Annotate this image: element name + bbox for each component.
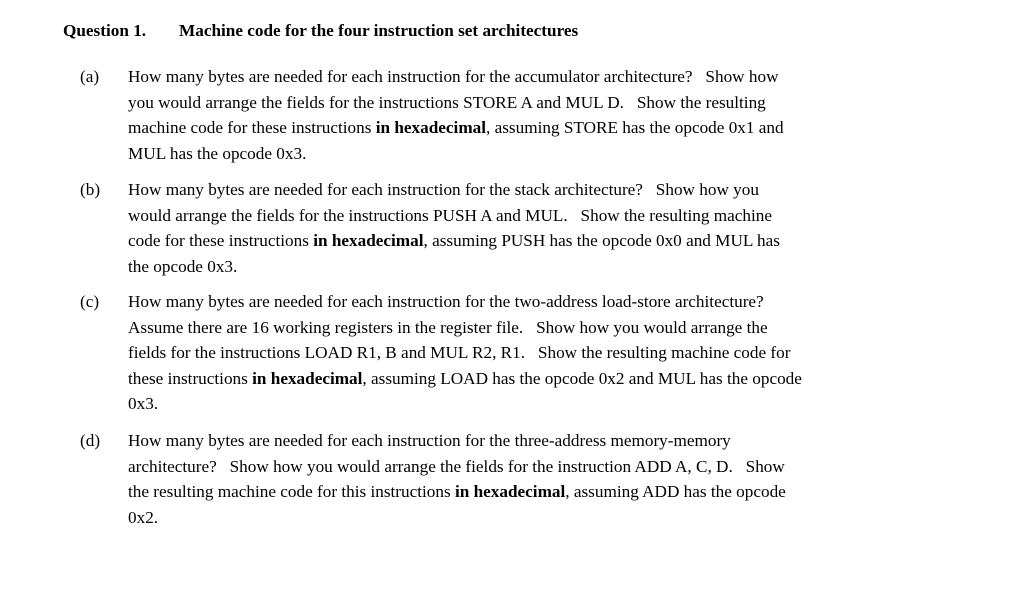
question-heading: [63, 21, 578, 41]
text-segment: , assuming LOAD has the opcode 0x2 and MUL has the opcode: [362, 368, 802, 388]
text-segment: MUL has the opcode 0x3.: [128, 143, 307, 163]
text-segment: the opcode 0x3.: [128, 256, 238, 276]
bold-emphasis: in hexadecimal: [454, 482, 566, 502]
part-label: (c): [80, 292, 100, 311]
text-segment: How many bytes are needed for each instruction for the two-address load-store architecture?: [128, 292, 764, 311]
part-text: [128, 428, 786, 530]
bold-emphasis: in hexadecimal: [375, 118, 487, 138]
text-line: [128, 340, 802, 366]
text-segment: fields for the instructions LOAD R1, B and MUL R2, R1. Show the resulting machine code for: [128, 343, 791, 363]
text-segment: , assuming STORE has the opcode 0x1 and: [486, 118, 784, 138]
part-label: (d): [80, 431, 101, 450]
text-segment: 0x2.: [128, 507, 159, 527]
text-line: [128, 90, 784, 116]
text-line: [128, 115, 784, 141]
text-line: [128, 315, 802, 341]
question-title: Machine code for the four instruction set architectures: [179, 21, 579, 40]
part-text: [128, 289, 802, 417]
text-line: [128, 479, 786, 505]
text-line: [128, 64, 784, 90]
text-segment: How many bytes are needed for each instruction for the stack architecture? Show how you: [128, 180, 759, 199]
part-label: (b): [80, 180, 101, 199]
text-line: [128, 254, 780, 280]
text-line: [128, 177, 780, 203]
bold-emphasis: in hexadecimal: [252, 368, 363, 388]
part-label: (a): [80, 67, 100, 86]
text-segment: , assuming ADD has the opcode: [565, 482, 786, 502]
text-segment: , assuming PUSH has the opcode 0x0 and MUL has: [423, 231, 780, 251]
text-segment: architecture? Show how you would arrange the fields for the instruction ADD A, C, D. Show: [128, 456, 785, 476]
text-line: [128, 228, 780, 254]
text-line: [128, 428, 786, 454]
text-line: [128, 454, 786, 480]
text-line: [128, 505, 786, 531]
part-text: [128, 177, 780, 279]
text-segment: 0x3.: [128, 394, 159, 414]
text-line: [128, 141, 784, 167]
text-segment: the resulting machine code for this instructions: [128, 482, 455, 502]
text-segment: code for these instructions: [128, 231, 314, 251]
text-line: [128, 391, 802, 417]
text-segment: machine code for these instructions: [128, 118, 376, 138]
question-number: Question 1.: [63, 21, 147, 40]
text-segment: would arrange the fields for the instructions PUSH A and MUL. Show the resulting machine: [128, 205, 772, 225]
text-segment: How many bytes are needed for each instruction for the three-address memory-memory: [128, 431, 731, 450]
text-segment: you would arrange the fields for the instructions STORE A and MUL D. Show the resulting: [128, 92, 766, 112]
text-segment: these instructions: [128, 368, 253, 388]
text-segment: Assume there are 16 working registers in the register file. Show how you would arrange the: [128, 317, 768, 337]
text-line: [128, 366, 802, 392]
text-line: [128, 203, 780, 229]
part-text: [128, 64, 784, 166]
text-line: [128, 289, 802, 315]
bold-emphasis: in hexadecimal: [313, 231, 424, 251]
text-segment: How many bytes are needed for each instruction for the accumulator architecture? Show how: [128, 67, 779, 86]
